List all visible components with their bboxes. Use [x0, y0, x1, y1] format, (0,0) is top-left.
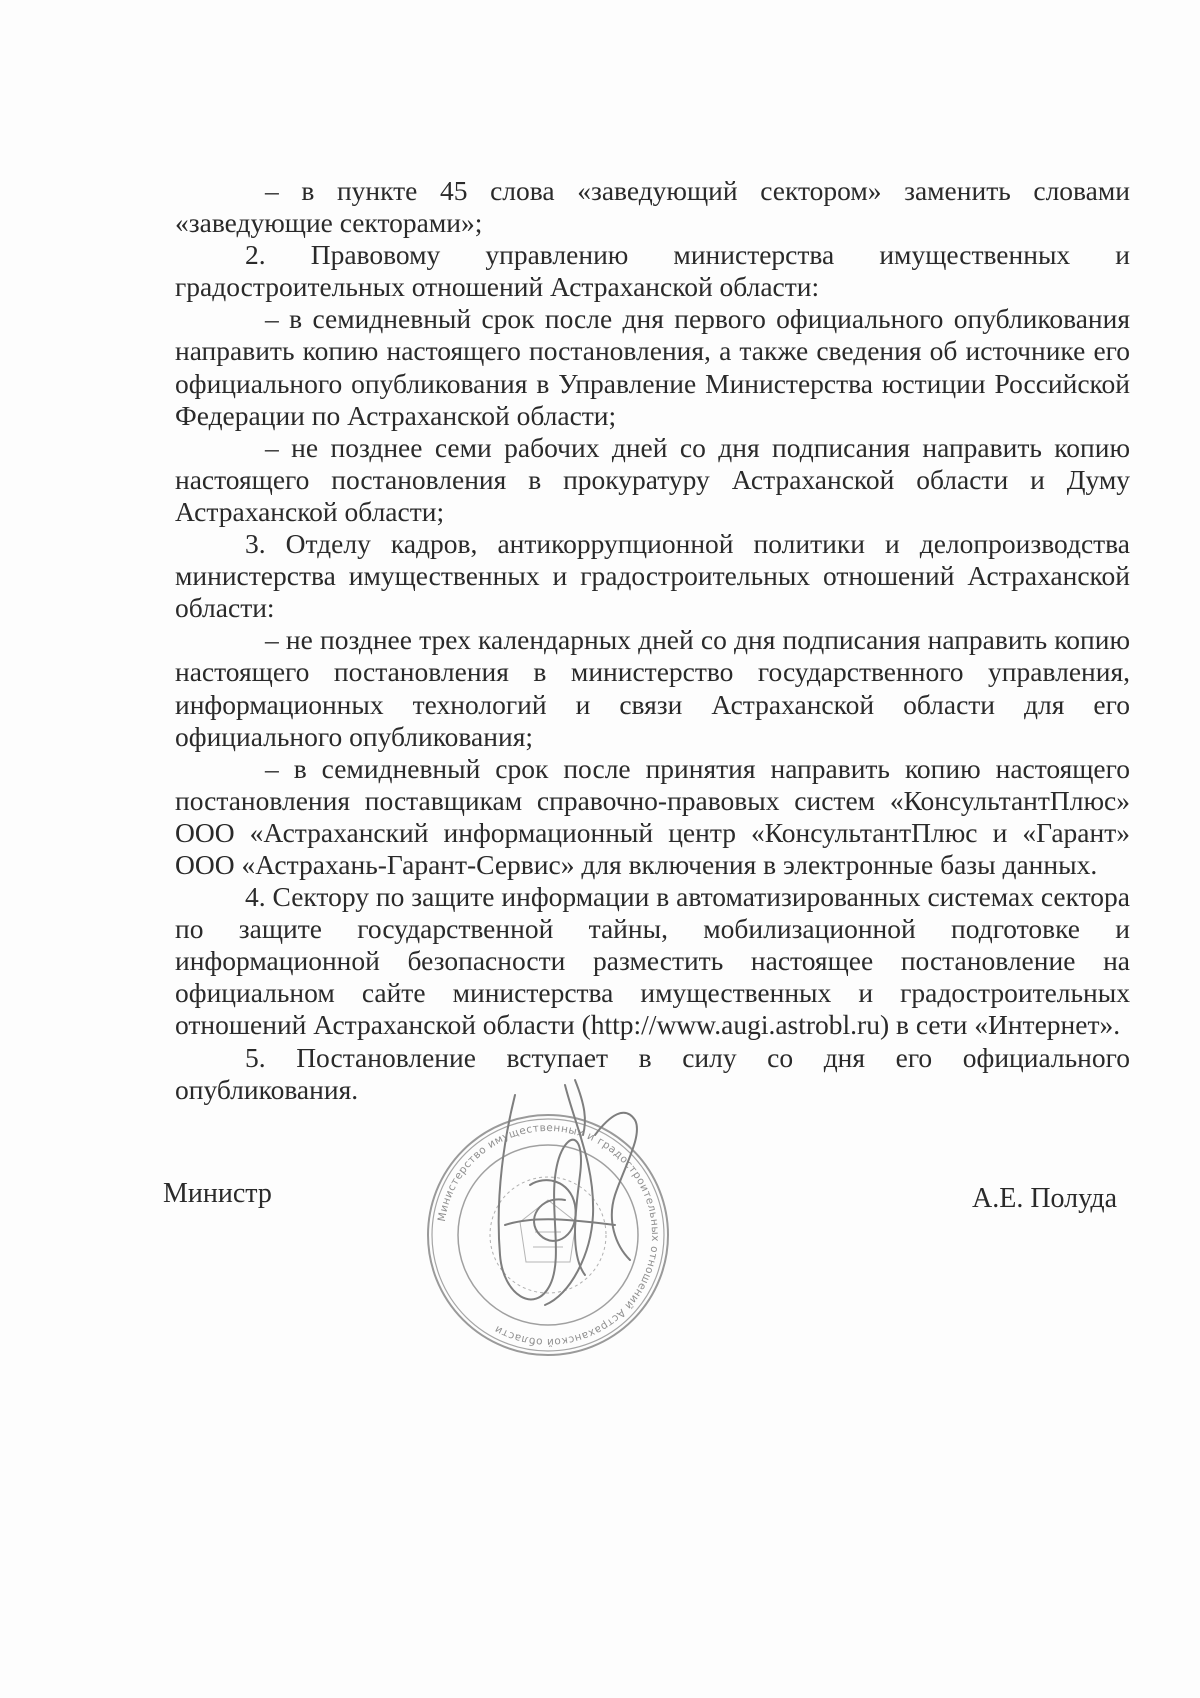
paragraph-3-subitem-publication: – не позднее трех календарных дней со дня подписания направить копию настоящего постановления в министерство государственного управления, информационных технологий и связи Астраханской области для его официального опубликования;: [175, 624, 1130, 752]
paragraph-2-subitem-justice: – в семидневный срок после дня первого официального опубликования направить копию настоящего постановления, а также сведения об источнике его официального опубликования в Управление Министерства юстиции Российской Федерации по Астраханской области;: [175, 303, 1130, 431]
paragraph-2-legal-department: 2. Правовому управлению министерства имущественных и градостроительных отношений Астраханской области:: [175, 239, 1130, 303]
document-body: [175, 175, 1130, 1106]
paragraph-item-45: – в пункте 45 слова «заведующий сектором» заменить словами «заведующие секторами»;: [175, 175, 1130, 239]
paragraph-2-subitem-prosecutor: – не позднее семи рабочих дней со дня подписания направить копию настоящего постановления в прокуратуру Астраханской области и Думу Астраханской области;: [175, 431, 1130, 527]
paragraph-4-info-security: 4. Сектору по защите информации в автоматизированных системах сектора по защите государственной тайны, мобилизационной подготовке и информационной безопасности разместить настоящее постановление на официальном сайте министерства имущественных и градостроительных отношений Астраханской области (http://www.augi.astrobl.ru) в сети «Интернет».: [175, 881, 1130, 1041]
paragraph-5-effective-date: 5. Постановление вступает в силу со дня его официального опубликования.: [175, 1041, 1130, 1105]
signatory-name: А.Е. Полуда: [972, 1183, 1118, 1214]
paragraph-3-subitem-legal-systems: – в семидневный срок после принятия направить копию настоящего постановления поставщикам справочно-правовых систем «КонсультантПлюс» ООО «Астраханский информационный центр «КонсультантПлюс и «Гарант» ООО «Астрахань-Гарант-Сервис» для включения в электронные базы данных.: [175, 752, 1130, 880]
paragraph-3-hr-department: 3. Отделу кадров, антикоррупционной политики и делопроизводства министерства имущественных и градостроительных отношений Астраханской области:: [175, 528, 1130, 624]
handwritten-signature-icon: [475, 1075, 665, 1325]
signatory-position: Министр: [163, 1178, 272, 1209]
stamp-text: Министерство имущественных и градостроительных отношений Астраханской области: [435, 1121, 662, 1349]
